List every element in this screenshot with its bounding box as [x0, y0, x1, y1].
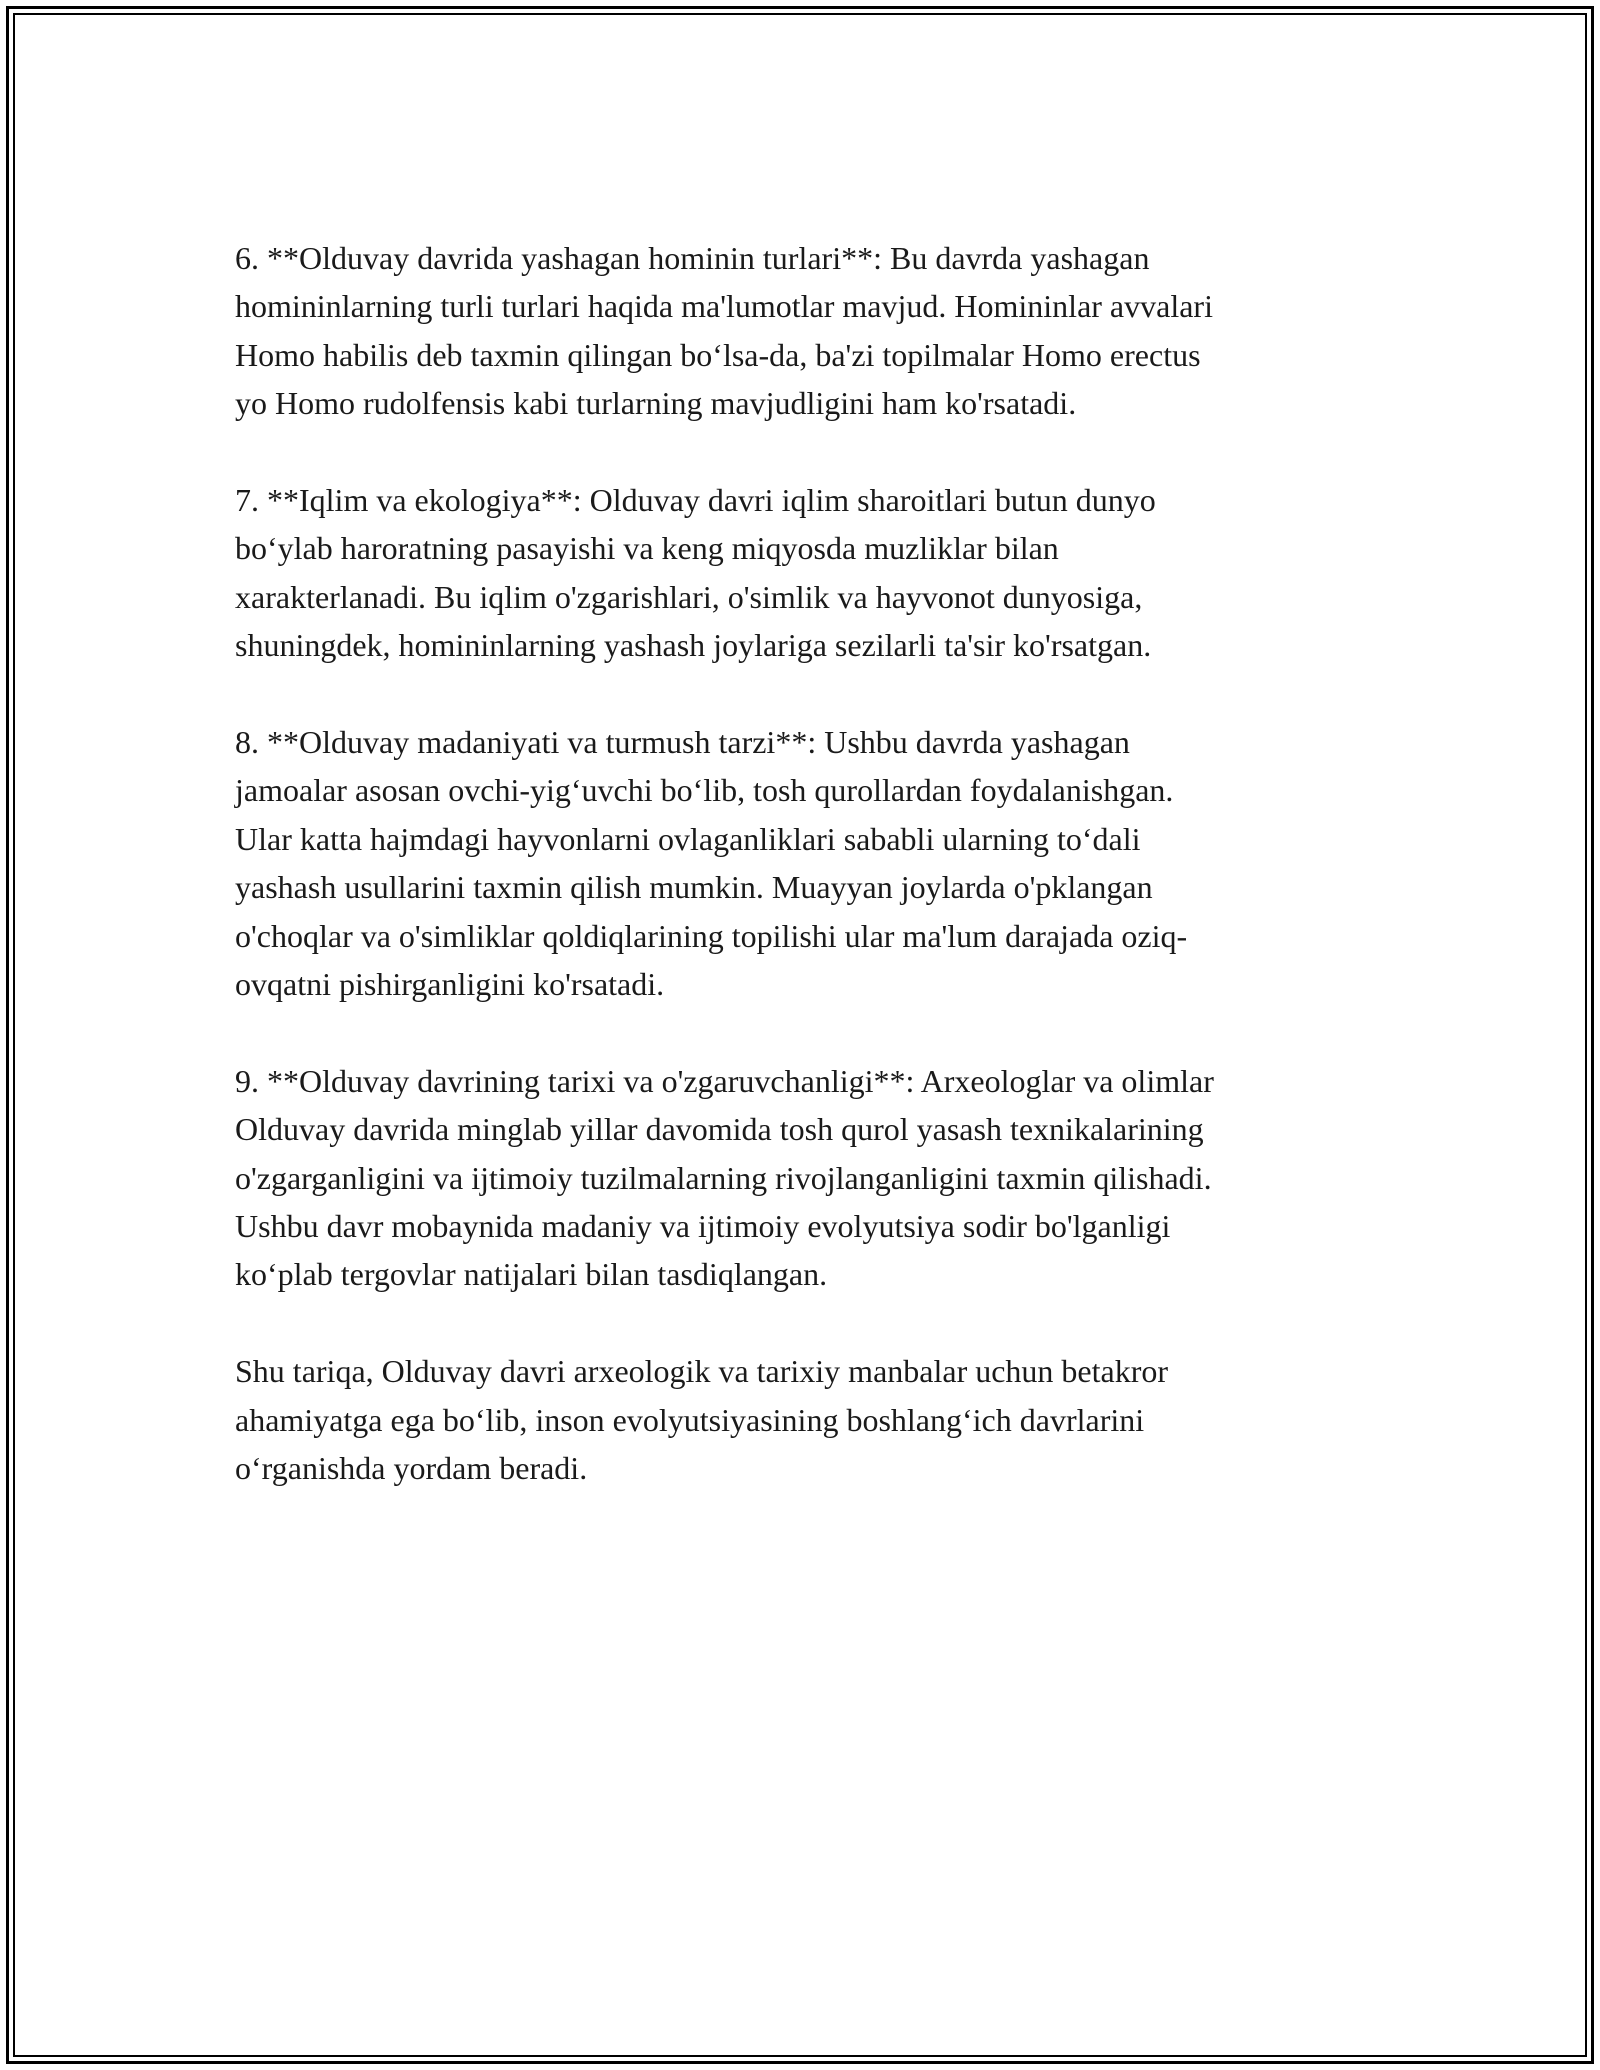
paragraph-climate-ecology: 7. **Iqlim va ekologiya**: Olduvay davri iqlim sharoitlari butun dunyo bo‘ylab haroratning pasayishi va keng miqyosda muzliklar bilan xarakterlanadi. Bu iqlim o'zgarishlari, o'simlik va hayvonot dunyosiga, shuningdek, homininlarning yashash joylariga sezilarli ta'sir ko'rsatgan.	[235, 482, 1156, 664]
document-body	[235, 234, 1370, 1493]
paragraph-culture-lifestyle: 8. **Olduvay madaniyati va turmush tarzi**: Ushbu davrda yashagan jamoalar asosan ovchi-yig‘uvchi bo‘lib, tosh qurollardan foydalanishgan. Ular katta hajmdagi hayvonlarni ovlaganliklari sababli ularning to‘dali yashash usullarini taxmin qilish mumkin. Muayyan joylarda o'pklangan o'choqlar va o'simliklar qoldiqlarining topilishi ular ma'lum darajada oziq- ovqatni pishirganligini ko'rsatadi.	[235, 724, 1188, 1003]
paragraph-conclusion: Shu tariqa, Olduvay davri arxeologik va tarixiy manbalar uchun betakror ahamiyatga ega bo‘lib, inson evolyutsiyasining boshlang‘ich davrlarini o‘rganishda yordam beradi.	[235, 1353, 1169, 1487]
paragraph-hominin-species: 6. **Olduvay davrida yashagan hominin turlari**: Bu davrda yashagan homininlarning turli turlari haqida ma'lumotlar mavjud. Homininlar avvalari Homo habilis deb taxmin qilingan bo‘lsa-da, ba'zi topilmalar Homo erectus yo Homo rudolfensis kabi turlarning mavjudligini ham ko'rsatadi.	[235, 240, 1213, 422]
paragraph-history-variability: 9. **Olduvay davrining tarixi va o'zgaruvchanligi**: Arxeologlar va olimlar Olduvay davrida minglab yillar davomida tosh qurol yasash texnikalarining o'zgarganligini va ijtimoiy tuzilmalarning rivojlanganligini taxmin qilishadi. Ushbu davr mobaynida madaniy va ijtimoiy evolyutsiya sodir bo'lganligi ko‘plab tergovlar natijalari bilan tasdiqlangan.	[235, 1062, 1214, 1293]
